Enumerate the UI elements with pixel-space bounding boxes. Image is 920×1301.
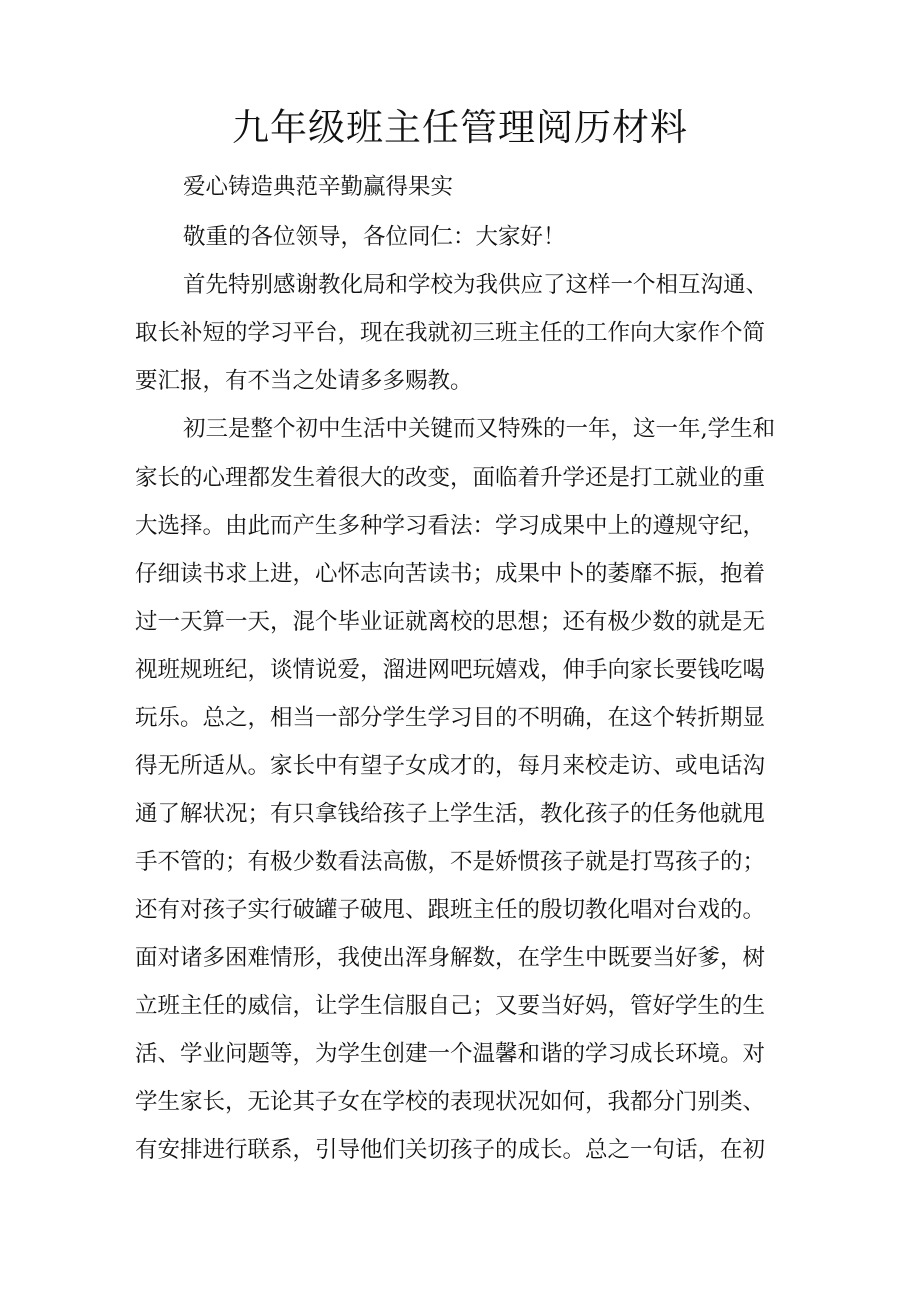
paragraph-2-line-10: 手不管的；有极少数看法高傲，不是娇惯孩子就是打骂孩子的； [135,849,766,875]
subtitle: 爱心铸造典范辛勤赢得果实 [183,174,454,200]
paragraph-2-line-3: 大选择。由此而产生多种学习看法：学习成果中上的遵规守纪， [135,513,766,539]
paragraph-2-line-14: 活、学业问题等，为学生创建一个温馨和谐的学习成长环境。对 [135,1041,766,1067]
document-title: 九年级班主任管理阅历材料 [232,106,688,149]
paragraph-2-line-6: 视班规班纪，谈情说爱，溜进网吧玩嬉戏，伸手向家长要钱吃喝 [135,657,766,683]
paragraph-2-line-16: 有安排进行联系，引导他们关切孩子的成长。总之一句话，在初 [135,1137,766,1163]
paragraph-1-line-1: 首先特别感谢教化局和学校为我供应了这样一个相互沟通、 [183,272,769,298]
paragraph-2-line-8: 得无所适从。家长中有望子女成才的，每月来校走访、或电话沟 [135,753,766,779]
paragraph-2-line-2: 家长的心理都发生着很大的改变，面临着升学还是打工就业的重 [135,465,766,491]
greeting: 敬重的各位领导，各位同仁：大家好！ [183,224,566,250]
paragraph-1-line-2: 取长补短的学习平台，现在我就初三班主任的工作向大家作个简 [135,320,766,346]
paragraph-2-line-1: 初三是整个初中生活中关键而又特殊的一年，这一年,学生和 [183,416,776,442]
paragraph-2-line-4: 仔细读书求上进，心怀志向苦读书；成果中卜的萎靡不振，抱着 [135,561,766,587]
paragraph-2-line-5: 过一天算一天，混个毕业证就离校的思想；还有极少数的就是无 [135,609,766,635]
paragraph-2-line-12: 面对诸多困难情形，我使出浑身解数，在学生中既要当好爹，树 [135,945,766,971]
paragraph-2-line-15: 学生家长，无论其子女在学校的表现状况如何，我都分门别类、 [135,1089,766,1115]
paragraph-2-line-13: 立班主任的威信，让学生信服自己；又要当好妈，管好学生的生 [135,993,766,1019]
paragraph-2-line-11: 还有对孩子实行破罐子破甩、跟班主任的殷切教化唱对台戏的。 [135,897,766,923]
paragraph-1-line-3: 要汇报，有不当之处请多多赐教。 [135,368,473,394]
paragraph-2-line-9: 通了解状况；有只拿钱给孩子上学生活，教化孩子的任务他就甩 [135,801,766,827]
paragraph-2-line-7: 玩乐。总之，相当一部分学生学习目的不明确，在这个转折期显 [135,705,766,731]
